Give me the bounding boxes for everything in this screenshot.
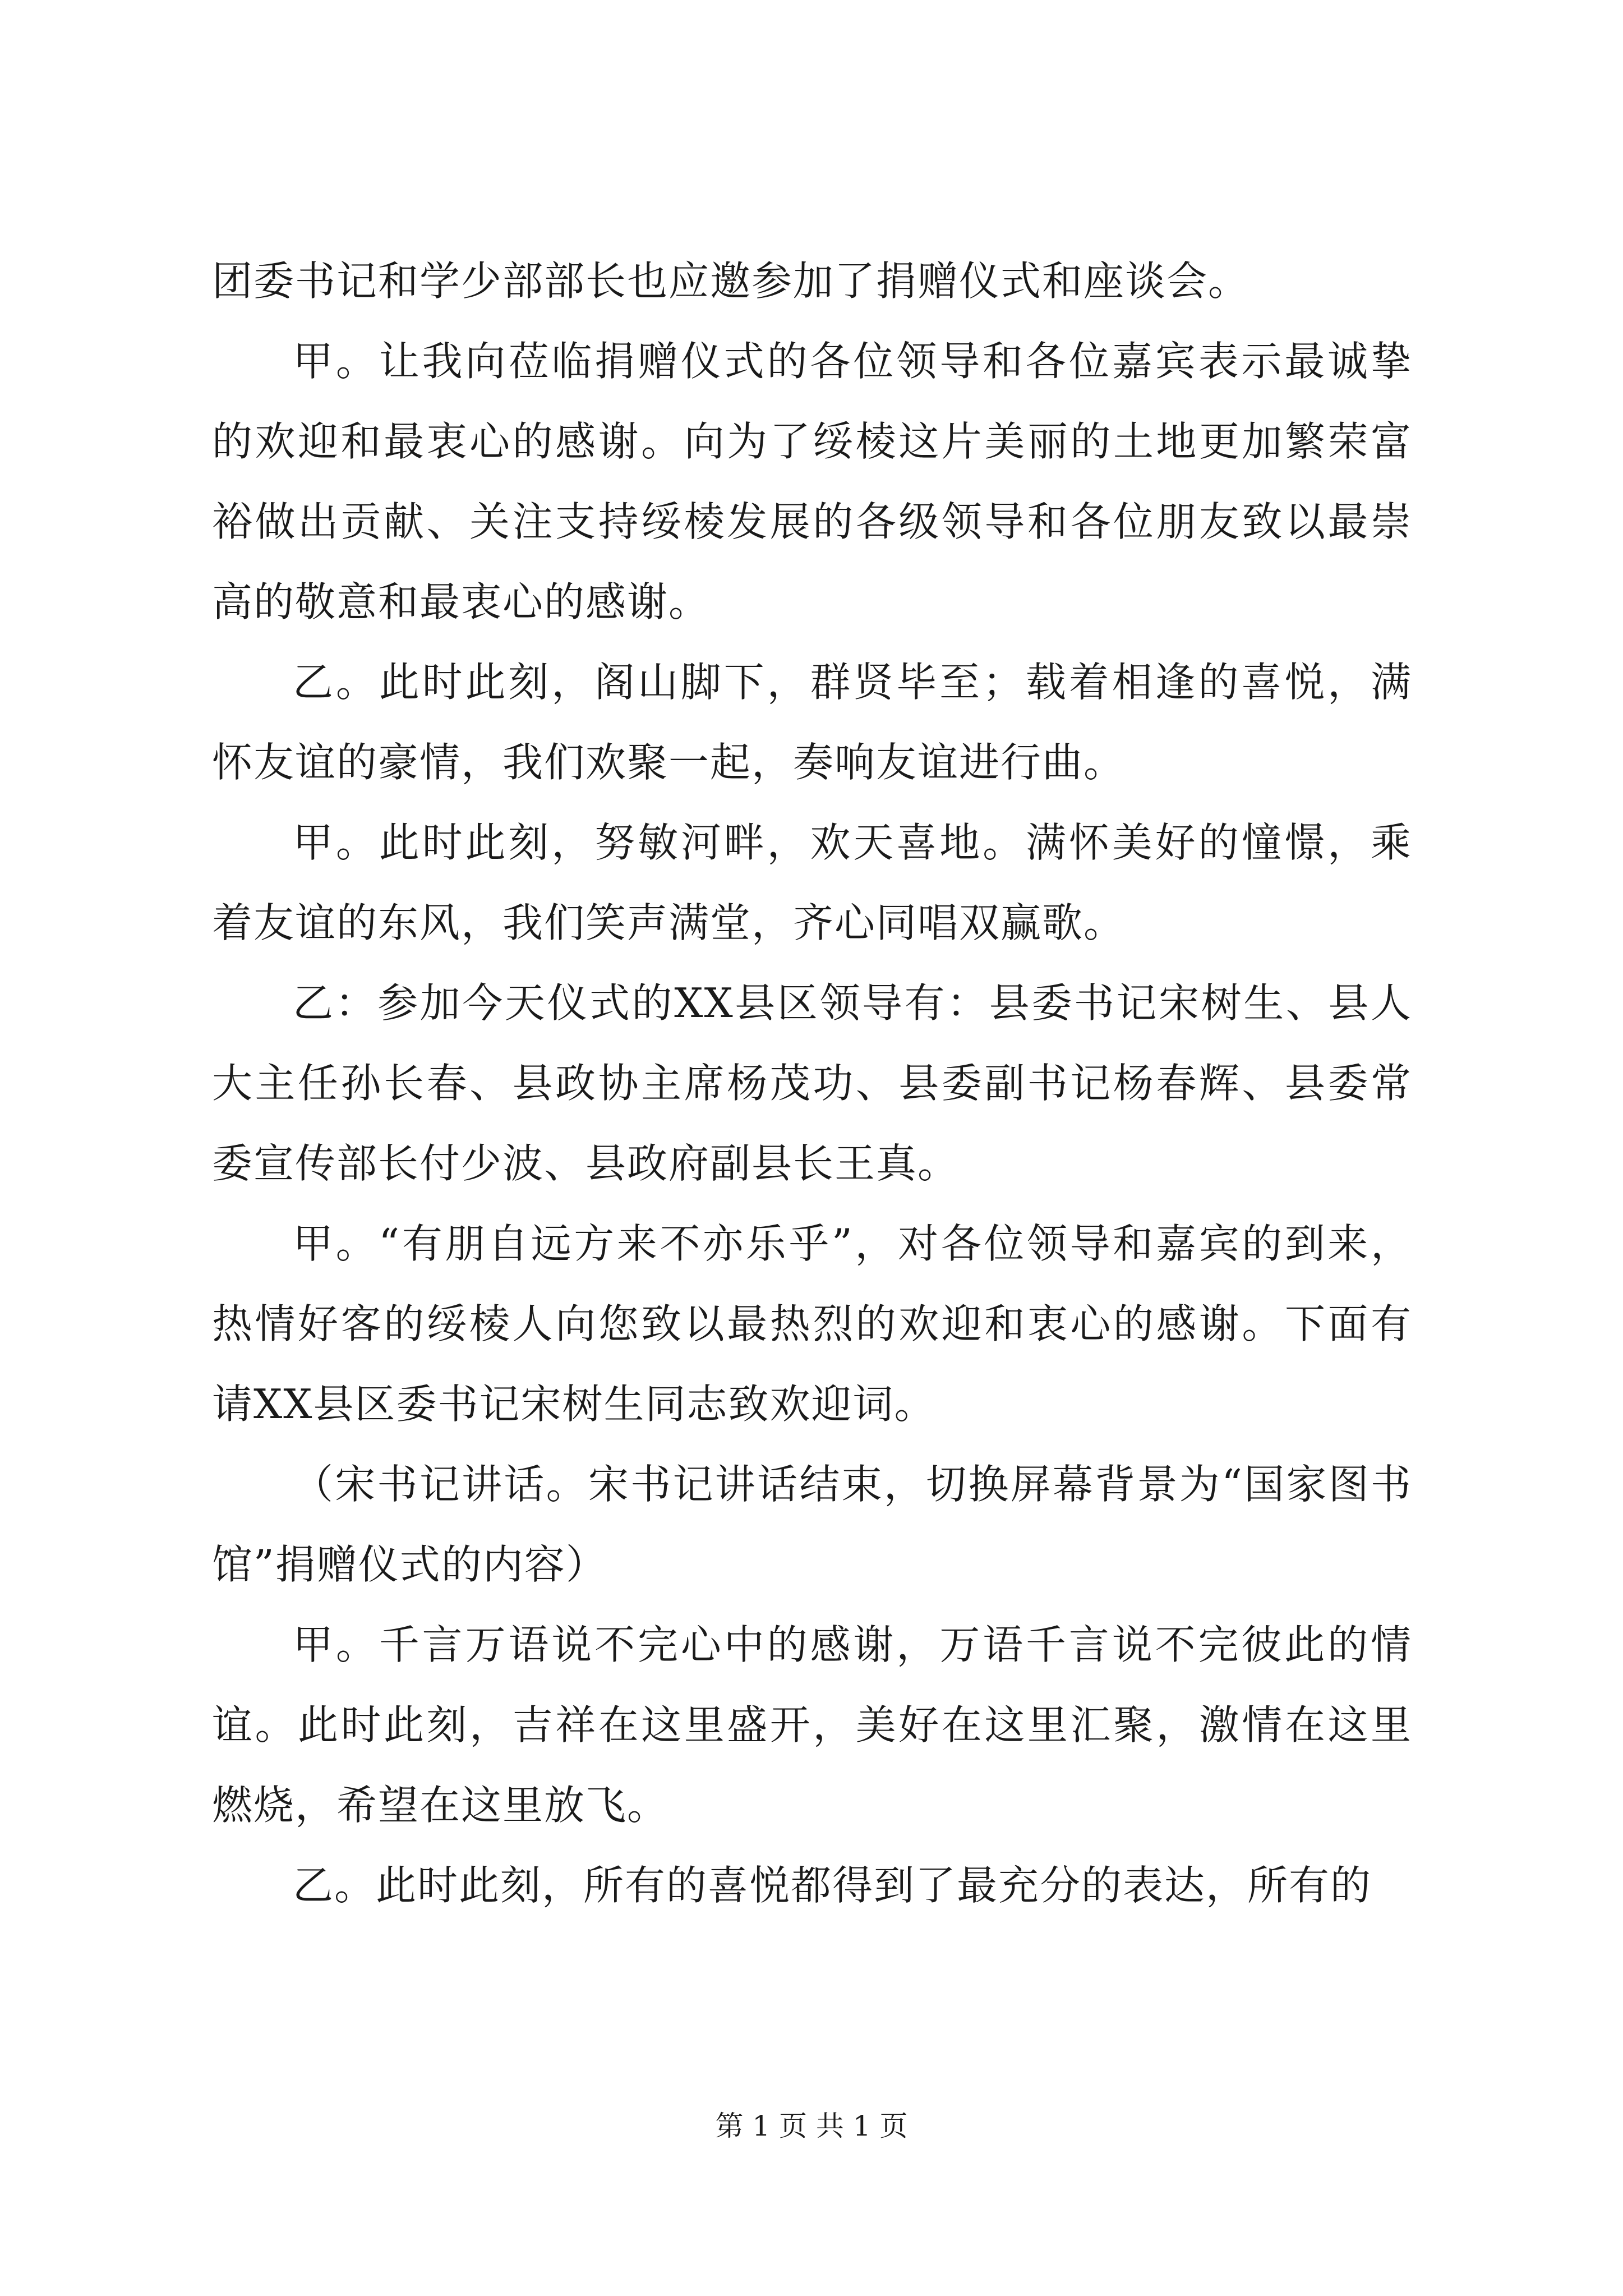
- paragraph: 甲。“有朋自远方来不亦乐乎”，对各位领导和嘉宾的到来，热情好客的绥棱人向您致以最热烈的欢迎和衷心的感谢。下面有请XX县区委书记宋树生同志致欢迎词。: [212, 1220, 1412, 1428]
- paragraph: 乙。此时此刻，阁山脚下，群贤毕至；载着相逢的喜悦，满怀友谊的豪情，我们欢聚一起，奏响友谊进行曲。: [212, 659, 1412, 786]
- document-body: [212, 241, 1412, 1926]
- paragraph: 甲。千言万语说不完心中的感谢，万语千言说不完彼此的情谊。此时此刻，吉祥在这里盛开，美好在这里汇聚，激情在这里燃烧，希望在这里放飞。: [212, 1621, 1412, 1829]
- paragraph: （宋书记讲话。宋书记讲话结束，切换屏幕背景为“国家图书馆”捐赠仪式的内容）: [212, 1461, 1412, 1588]
- paragraph: 乙。此时此刻，所有的喜悦都得到了最充分的表达，所有的: [293, 1862, 1372, 1909]
- page-footer: 第 1 页 共 1 页: [715, 2110, 908, 2142]
- paragraph: 甲。此时此刻，努敏河畔，欢天喜地。满怀美好的憧憬，乘着友谊的东风，我们笑声满堂，齐心同唱双赢歌。: [212, 819, 1412, 946]
- paragraph: 团委书记和学少部部长也应邀参加了捐赠仪式和座谈会。: [212, 257, 1250, 305]
- paragraph: 乙：参加今天仪式的XX县区领导有：县委书记宋树生、县人大主任孙长春、县政协主席杨茂功、县委副书记杨春辉、县委常委宣传部长付少波、县政府副县长王真。: [212, 979, 1412, 1187]
- paragraph: 甲。让我向莅临捐赠仪式的各位领导和各位嘉宾表示最诚挚的欢迎和最衷心的感谢。向为了绥棱这片美丽的土地更加繁荣富裕做出贡献、关注支持绥棱发展的各级领导和各位朋友致以最崇高的敬意和最衷心的感谢。: [212, 338, 1412, 625]
